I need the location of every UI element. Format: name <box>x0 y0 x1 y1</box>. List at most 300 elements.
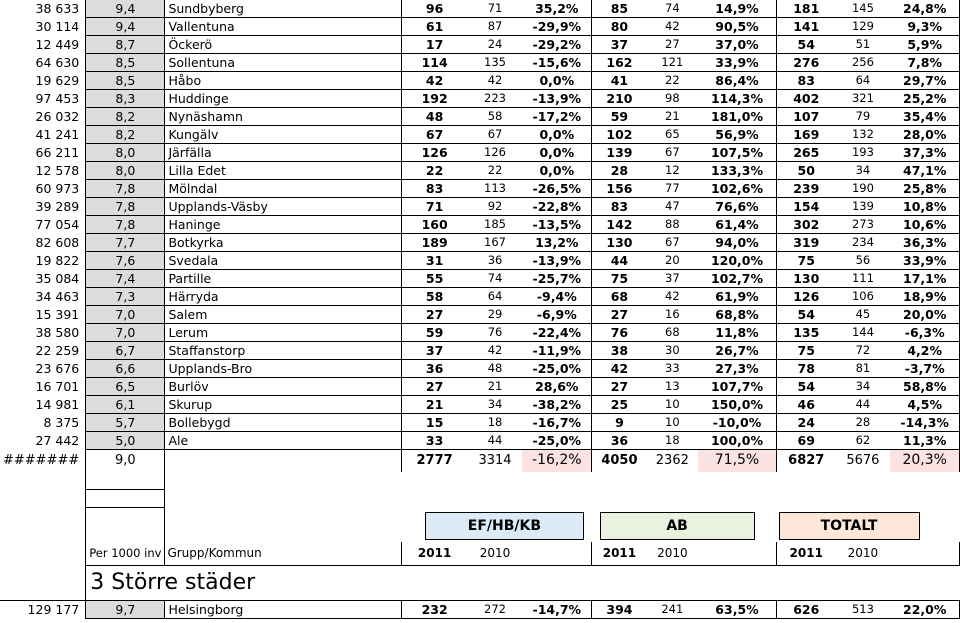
cell-a1: 96 <box>401 0 467 18</box>
table-row <box>0 378 960 396</box>
cell-name: Svedala <box>165 252 401 270</box>
cell-pop: 64 630 <box>35 55 80 70</box>
cell-c3: 37,3% <box>890 144 959 162</box>
cell-c1: 276 <box>777 54 836 72</box>
cell-b3: 90,5% <box>698 18 777 36</box>
cell-a1: 114 <box>401 54 467 72</box>
cell-c3: 7,8% <box>890 54 959 72</box>
cell-a1: 31 <box>401 252 467 270</box>
cell-b3: 37,0% <box>698 36 777 54</box>
cell-b3: 14,9% <box>698 0 777 18</box>
cell-a2: 24 <box>468 36 523 54</box>
cell-a3: -25,0% <box>522 360 591 378</box>
cell-b2: 13 <box>647 378 698 396</box>
cell-c1: 302 <box>777 216 836 234</box>
cell-a1: 67 <box>401 126 467 144</box>
cell-a2: 185 <box>468 216 523 234</box>
cell-a2: 42 <box>468 72 523 90</box>
cell-b2: 121 <box>647 54 698 72</box>
table-row <box>0 306 960 324</box>
cell-rate: 7,8 <box>86 216 165 234</box>
cell-a2: 22 <box>468 162 523 180</box>
cell-b3: 61,9% <box>698 288 777 306</box>
cell-b2: 21 <box>647 108 698 126</box>
cell-c1: 402 <box>777 90 836 108</box>
cell-a3: 0,0% <box>522 144 591 162</box>
cell-rate: 7,3 <box>86 288 165 306</box>
cell-rate: 5,7 <box>86 414 165 432</box>
cell-c3: 47,1% <box>890 162 959 180</box>
cell-rate: 9,4 <box>86 18 165 36</box>
table-row <box>0 0 960 18</box>
cell-pop: 38 580 <box>35 325 80 340</box>
cell-pop: 34 463 <box>35 289 80 304</box>
cell-a2: 113 <box>468 180 523 198</box>
cell-b2: 27 <box>647 36 698 54</box>
cell-b3: 120,0% <box>698 252 777 270</box>
cell-a1: 37 <box>401 342 467 360</box>
cell-b1: 394 <box>592 601 647 619</box>
cell-pop: 22 259 <box>35 343 80 358</box>
cell-a2: 21 <box>468 378 523 396</box>
cell-rate: 5,0 <box>86 432 165 450</box>
cell-name: Mölndal <box>165 180 401 198</box>
cell-c3: 28,0% <box>890 126 959 144</box>
cell-c2: 106 <box>835 288 890 306</box>
cell-c2: 64 <box>835 72 890 90</box>
cell-c2: 51 <box>835 36 890 54</box>
cell-c3: 58,8% <box>890 378 959 396</box>
cell-a1: 61 <box>401 18 467 36</box>
table-row <box>0 36 960 54</box>
cell-c2: 193 <box>835 144 890 162</box>
cell-b3: 56,9% <box>698 126 777 144</box>
cell-pop: 41 241 <box>35 127 80 142</box>
cell-c3: 17,1% <box>890 270 959 288</box>
cell-b2: 18 <box>647 432 698 450</box>
cell-b3: 61,4% <box>698 216 777 234</box>
year-2010-b: 2010 <box>647 542 698 566</box>
cell-b1: 102 <box>592 126 647 144</box>
summary-row <box>0 450 960 472</box>
cell-a2: 58 <box>468 108 523 126</box>
cell-a1: 17 <box>401 36 467 54</box>
cell-b3: 27,3% <box>698 360 777 378</box>
cell-a3: -22,4% <box>522 324 591 342</box>
cell-rate: 9,4 <box>86 0 165 18</box>
cell-a2: 44 <box>468 432 523 450</box>
cell-a2: 64 <box>468 288 523 306</box>
cell-a3: -38,2% <box>522 396 591 414</box>
cell-a3: 0,0% <box>522 162 591 180</box>
table-row <box>0 234 960 252</box>
table-row <box>0 414 960 432</box>
cell-b1: 41 <box>592 72 647 90</box>
cell-a3: 0,0% <box>522 126 591 144</box>
cell-name: Ale <box>165 432 401 450</box>
cell-b1: 83 <box>592 198 647 216</box>
cell-pop: 14 981 <box>35 397 80 412</box>
cell-a1: 36 <box>401 360 467 378</box>
cell-a3: 28,6% <box>522 378 591 396</box>
table-row <box>0 342 960 360</box>
cell-a1: 48 <box>401 108 467 126</box>
cell-b1: 210 <box>592 90 647 108</box>
cell-c1: 83 <box>777 72 836 90</box>
cell-rate: 8,5 <box>86 72 165 90</box>
cell-b1: 36 <box>592 432 647 450</box>
cell-pop: 129 177 <box>27 602 80 618</box>
cell-c1: 50 <box>777 162 836 180</box>
cell-c1: 154 <box>777 198 836 216</box>
cell-b2: 10 <box>647 396 698 414</box>
cell-b2: 20 <box>647 252 698 270</box>
summary-b2: 2362 <box>655 453 689 469</box>
cell-c1: 319 <box>777 234 836 252</box>
cell-a1: 59 <box>401 324 467 342</box>
cell-a1: 27 <box>401 378 467 396</box>
cell-rate: 8,3 <box>86 90 165 108</box>
cell-b1: 139 <box>592 144 647 162</box>
cell-pop: 60 973 <box>35 181 80 196</box>
cell-b1: 59 <box>592 108 647 126</box>
group-header-row <box>0 508 960 542</box>
cell-a3: -16,7% <box>522 414 591 432</box>
cell-b3: 63,5% <box>698 601 777 619</box>
cell-name: Härryda <box>165 288 401 306</box>
table-row <box>0 270 960 288</box>
cell-pop: 82 608 <box>35 235 80 250</box>
cell-name: Kungälv <box>165 126 401 144</box>
cell-b2: 67 <box>647 144 698 162</box>
cell-a3: -26,5% <box>522 180 591 198</box>
summary-pop: ####### <box>3 453 80 468</box>
cell-b1: 85 <box>592 0 647 18</box>
table-row <box>0 108 960 126</box>
cell-b3: 100,0% <box>698 432 777 450</box>
cell-a1: 55 <box>401 270 467 288</box>
cell-b3: 86,4% <box>698 72 777 90</box>
cell-c2: 111 <box>835 270 890 288</box>
cell-c3: -14,3% <box>890 414 959 432</box>
cell-rate: 6,1 <box>86 396 165 414</box>
table-row <box>0 90 960 108</box>
cell-a2: 34 <box>468 396 523 414</box>
cell-b1: 37 <box>592 36 647 54</box>
year-2011-b: 2011 <box>592 542 647 566</box>
cell-b2: 37 <box>647 270 698 288</box>
summary-b3: 71,5% <box>698 450 777 472</box>
cell-b2: 47 <box>647 198 698 216</box>
cell-rate: 6,5 <box>86 378 165 396</box>
cell-c3: 11,3% <box>890 432 959 450</box>
cell-c2: 44 <box>835 396 890 414</box>
cell-b3: 102,6% <box>698 180 777 198</box>
cell-name: Staffanstorp <box>165 342 401 360</box>
cell-c2: 56 <box>835 252 890 270</box>
year-2010-c: 2010 <box>835 542 890 566</box>
year-2011-c: 2011 <box>777 542 836 566</box>
cell-a2: 87 <box>468 18 523 36</box>
cell-b2: 10 <box>647 414 698 432</box>
cell-rate: 8,0 <box>86 144 165 162</box>
cell-a2: 76 <box>468 324 523 342</box>
cell-a2: 92 <box>468 198 523 216</box>
cell-c1: 54 <box>777 36 836 54</box>
cell-a3: -13,5% <box>522 216 591 234</box>
cell-name: Sundbyberg <box>165 0 401 18</box>
cell-c2: 132 <box>835 126 890 144</box>
cell-c3: 4,2% <box>890 342 959 360</box>
summary-c2: 5676 <box>846 453 880 469</box>
section-title: 3 Större städer <box>86 566 523 601</box>
table-row <box>0 72 960 90</box>
cell-a3: -9,4% <box>522 288 591 306</box>
cell-b3: 107,7% <box>698 378 777 396</box>
cell-c1: 75 <box>777 252 836 270</box>
cell-a3: 0,0% <box>522 72 591 90</box>
cell-c1: 54 <box>777 306 836 324</box>
cell-b3: 114,3% <box>698 90 777 108</box>
year-2010-a: 2010 <box>468 542 523 566</box>
cell-b2: 33 <box>647 360 698 378</box>
cell-rate: 7,0 <box>86 306 165 324</box>
cell-c2: 144 <box>835 324 890 342</box>
cell-c2: 234 <box>835 234 890 252</box>
cell-c1: 46 <box>777 396 836 414</box>
cell-name: Salem <box>165 306 401 324</box>
cell-c3: 22,0% <box>890 601 959 619</box>
cell-b2: 67 <box>647 234 698 252</box>
cell-b1: 80 <box>592 18 647 36</box>
cell-c2: 321 <box>835 90 890 108</box>
cell-name: Sollentuna <box>165 54 401 72</box>
cell-a3: -22,8% <box>522 198 591 216</box>
cell-b3: -10,0% <box>698 414 777 432</box>
cell-rate: 6,7 <box>86 342 165 360</box>
cell-a3: -17,2% <box>522 108 591 126</box>
cell-a3: -29,9% <box>522 18 591 36</box>
cell-a2: 71 <box>468 0 523 18</box>
cell-rate: 8,0 <box>86 162 165 180</box>
summary-b1: 4050 <box>592 450 647 472</box>
cell-b1: 25 <box>592 396 647 414</box>
cell-rate: 8,7 <box>86 36 165 54</box>
cell-b2: 88 <box>647 216 698 234</box>
cell-c1: 75 <box>777 342 836 360</box>
section-title-row <box>0 566 960 601</box>
cell-c2: 190 <box>835 180 890 198</box>
cell-a3: -25,0% <box>522 432 591 450</box>
spacer-row-2 <box>0 490 960 508</box>
cell-a3: -11,9% <box>522 342 591 360</box>
cell-b1: 28 <box>592 162 647 180</box>
cell-b2: 12 <box>647 162 698 180</box>
cell-b3: 26,7% <box>698 342 777 360</box>
cell-a1: 22 <box>401 162 467 180</box>
cell-b2: 65 <box>647 126 698 144</box>
cell-a3: 35,2% <box>522 0 591 18</box>
cell-b2: 74 <box>647 0 698 18</box>
table-row <box>0 54 960 72</box>
cell-name: Lilla Edet <box>165 162 401 180</box>
table-row <box>0 288 960 306</box>
cell-c2: 81 <box>835 360 890 378</box>
cell-c1: 54 <box>777 378 836 396</box>
cell-c1: 78 <box>777 360 836 378</box>
table-row <box>0 126 960 144</box>
cell-a1: 42 <box>401 72 467 90</box>
cell-a1: 21 <box>401 396 467 414</box>
cell-name: Botkyrka <box>165 234 401 252</box>
cell-b1: 75 <box>592 270 647 288</box>
table-row <box>0 360 960 378</box>
cell-a3: -29,2% <box>522 36 591 54</box>
cell-c1: 169 <box>777 126 836 144</box>
cell-a3: -14,7% <box>522 601 591 619</box>
summary-a3: -16,2% <box>522 450 591 472</box>
cell-a2: 272 <box>468 601 523 619</box>
cell-c2: 513 <box>835 601 890 619</box>
cell-pop: 27 442 <box>35 433 80 448</box>
cell-a3: -6,9% <box>522 306 591 324</box>
cell-c1: 181 <box>777 0 836 18</box>
cell-rate: 7,8 <box>86 198 165 216</box>
cell-pop: 19 629 <box>35 73 80 88</box>
cell-b2: 68 <box>647 324 698 342</box>
cell-name: Håbo <box>165 72 401 90</box>
cell-rate: 8,2 <box>86 108 165 126</box>
cell-c2: 34 <box>835 378 890 396</box>
cell-b3: 11,8% <box>698 324 777 342</box>
spacer-row-1 <box>0 472 960 490</box>
cell-c1: 265 <box>777 144 836 162</box>
cell-c2: 72 <box>835 342 890 360</box>
cell-c3: 25,8% <box>890 180 959 198</box>
cell-b1: 44 <box>592 252 647 270</box>
cell-name: Nynäshamn <box>165 108 401 126</box>
cell-name: Partille <box>165 270 401 288</box>
group-total: TOTALT <box>779 512 920 540</box>
cell-b3: 102,7% <box>698 270 777 288</box>
cell-pop: 12 578 <box>35 163 80 178</box>
cell-a2: 167 <box>468 234 523 252</box>
cell-a2: 67 <box>468 126 523 144</box>
cell-c1: 239 <box>777 180 836 198</box>
cell-a1: 160 <box>401 216 467 234</box>
table-row <box>0 162 960 180</box>
cell-c3: 4,5% <box>890 396 959 414</box>
cell-c1: 107 <box>777 108 836 126</box>
summary-c1: 6827 <box>777 450 836 472</box>
cell-b1: 38 <box>592 342 647 360</box>
cell-b2: 241 <box>647 601 698 619</box>
cell-c1: 24 <box>777 414 836 432</box>
cell-rate: 9,7 <box>86 601 165 619</box>
cell-name: Lerum <box>165 324 401 342</box>
cell-c3: 9,3% <box>890 18 959 36</box>
cell-b3: 150,0% <box>698 396 777 414</box>
year-2011-a: 2011 <box>401 542 467 566</box>
cell-c3: 35,4% <box>890 108 959 126</box>
cell-a1: 83 <box>401 180 467 198</box>
table-row-helsingborg <box>0 601 960 619</box>
group-efhbk: EF/HB/KB <box>425 512 583 540</box>
cell-rate: 7,6 <box>86 252 165 270</box>
cell-name: Skurup <box>165 396 401 414</box>
cell-c1: 141 <box>777 18 836 36</box>
cell-b2: 42 <box>647 288 698 306</box>
cell-c2: 34 <box>835 162 890 180</box>
cell-c2: 129 <box>835 18 890 36</box>
cell-b1: 130 <box>592 234 647 252</box>
cell-b3: 68,8% <box>698 306 777 324</box>
cell-c3: 18,9% <box>890 288 959 306</box>
cell-b2: 98 <box>647 90 698 108</box>
table-row <box>0 180 960 198</box>
cell-a1: 192 <box>401 90 467 108</box>
cell-rate: 7,8 <box>86 180 165 198</box>
cell-b3: 94,0% <box>698 234 777 252</box>
cell-b3: 33,9% <box>698 54 777 72</box>
cell-pop: 26 032 <box>35 109 80 124</box>
cell-pop: 19 822 <box>35 253 80 268</box>
cell-a2: 36 <box>468 252 523 270</box>
cell-c2: 62 <box>835 432 890 450</box>
cell-rate: 6,6 <box>86 360 165 378</box>
per1000-label: Per 1000 inv <box>86 542 165 566</box>
cell-c3: 24,8% <box>890 0 959 18</box>
cell-c2: 79 <box>835 108 890 126</box>
cell-c3: 5,9% <box>890 36 959 54</box>
cell-b2: 22 <box>647 72 698 90</box>
cell-c1: 69 <box>777 432 836 450</box>
table-row <box>0 324 960 342</box>
cell-c3: 36,3% <box>890 234 959 252</box>
cell-b2: 42 <box>647 18 698 36</box>
table-row <box>0 18 960 36</box>
cell-b1: 142 <box>592 216 647 234</box>
cell-c3: 20,0% <box>890 306 959 324</box>
table-row <box>0 396 960 414</box>
table-row <box>0 216 960 234</box>
cell-b1: 76 <box>592 324 647 342</box>
cell-b3: 76,6% <box>698 198 777 216</box>
cell-c1: 130 <box>777 270 836 288</box>
cell-pop: 39 289 <box>35 199 80 214</box>
group-ab: AB <box>600 512 755 540</box>
cell-c3: 29,7% <box>890 72 959 90</box>
cell-pop: 23 676 <box>35 361 80 376</box>
cell-rate: 7,0 <box>86 324 165 342</box>
cell-rate: 7,4 <box>86 270 165 288</box>
cell-name: Upplands-Bro <box>165 360 401 378</box>
cell-b1: 42 <box>592 360 647 378</box>
table-row <box>0 198 960 216</box>
cell-name: Helsingborg <box>165 601 401 619</box>
cell-c2: 139 <box>835 198 890 216</box>
cell-c3: 10,8% <box>890 198 959 216</box>
cell-c3: 33,9% <box>890 252 959 270</box>
cell-a1: 189 <box>401 234 467 252</box>
summary-a1: 2777 <box>401 450 467 472</box>
cell-c1: 626 <box>777 601 836 619</box>
cell-b2: 16 <box>647 306 698 324</box>
cell-pop: 16 701 <box>35 379 80 394</box>
cell-pop: 97 453 <box>35 91 80 106</box>
cell-c3: 25,2% <box>890 90 959 108</box>
summary-name <box>165 450 401 472</box>
